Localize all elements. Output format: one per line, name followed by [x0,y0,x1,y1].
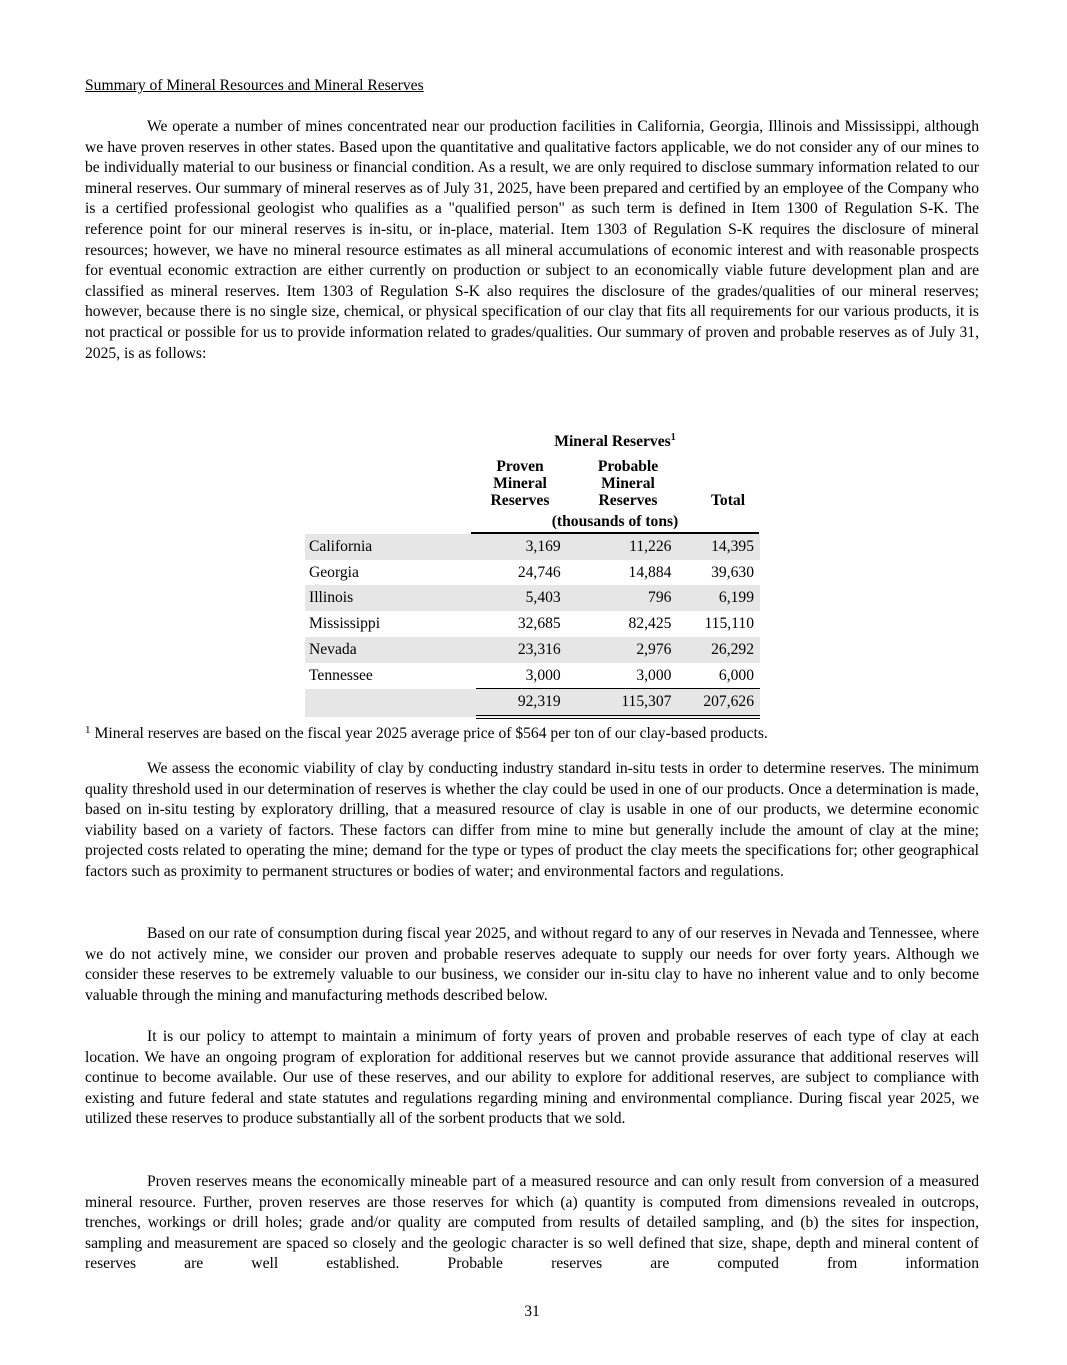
header-line: Mineral [601,475,655,492]
total-proven-cell: 92,319 [476,689,567,717]
state-cell: Mississippi [309,615,381,633]
paragraph-text: We operate a number of mines concentrated near our production facilities in California, Georgia, Illinois and Mississippi, although we have proven reserves in other states. Based upon the quantitative and qualitative factors applicable, we do not consider any of our mines to be individually material to our business or financial condition. As a result, we are only required to disclose summary information related to our mineral reserves. Our summary of mineral reserves as of July 31, 2025, have been prepared and certified by an employee of the Company who is a certified professional geologist who qualifies as a "qualified person" as such term is defined in Item 1300 of Regulation S-K. The reference point for our mineral reserves is in-situ, or in-place, material. Item 1303 of Regulation S-K requires the disclosure of mineral resources; however, we have no mineral resource estimates as all mineral accumulations of economic interest and with reasonable prospects for eventual economic extraction are either currently on production or subject to an economically viable future development plan and are classified as mineral reserves. Item 1303 of Regulation S-K also requires the disclosure of the grades/qualities of our mineral reserves; however, because there is no single size, chemical, or physical specification of our clay that fits all requirements for our various products, it is not practical or possible for us to provide information related to grades/qualities. Our summary of proven and probable reserves as of July 31, 2025, is as follows: [85,118,979,362]
footnote-text: Mineral reserves are based on the fiscal year 2025 average price of $564 per ton of our clay-based products. [94,725,768,742]
proven-cell: 5,403 [476,585,567,611]
total-cell: 6,000 [718,666,754,684]
paragraph-text: Based on our rate of consumption during fiscal year 2025, and without regard to any of our reserves in Nevada and Tennessee, where we do not actively mine, we consider our proven and probable reserves adequate to supply our needs for over forty years. Although we consider these reserves to be extremely valuable to our business, we consider our in-situ clay to have no inherent value and to only become valuable through the mining and manufacturing methods described below. [85,925,979,1004]
paragraph-proven-definition [85,1172,979,1275]
probable-cell: 796 [567,585,678,611]
header-line: Reserves [490,492,550,509]
total-cell: 39,630 [711,563,754,581]
header-line: Mineral [493,475,547,492]
paragraph-text: It is our policy to attempt to maintain a minimum of forty years of proven and probable reserves of each type of clay at each location. We have an ongoing program of exploration for additional reserves but we cannot provide assurance that additional reserves will continue to become available. Our use of these reserves, and our ability to explore for additional reserves, are subject to compliance with existing and future federal and state statutes and regulations regarding mining and environmental compliance. During fiscal year 2025, we utilized these reserves to produce substantially all of the sorbent products that we sold. [85,1028,979,1128]
paragraph-economic-viability [85,759,979,883]
probable-cell: 11,226 [567,534,678,560]
units-label: (thousands of tons) [551,513,679,530]
totals-label-cell [305,689,476,717]
table-row [305,611,760,637]
total-cell: 26,292 [677,637,760,663]
total-total-cell: 207,626 [677,689,760,717]
probable-cell: 82,425 [628,615,672,633]
total-probable-cell: 115,307 [567,689,678,717]
column-header-probable [583,458,673,509]
paragraph-text: We assess the economic viability of clay by conducting industry standard in-situ tests in order to determine reserves. The minimum quality threshold used in our determination of reserves is whether the clay could be used in one of our products. Once a determination is made, based on in-situ testing by exploratory drilling, that a measured resource of clay is usable in one of our products, we determine economic viability based on a variety of factors. These factors can differ from mine to mine but generally include the amount of clay at the mine; projected costs related to operating the mine; demand for the type or types of product the clay meets the specifications for; other geographical factors such as proximity to permanent structures or bodies of water; and environmental factors and regulations. [85,760,979,880]
column-header-proven [475,458,565,509]
paragraph-text: Proven reserves means the economically mineable part of a measured resource and can only result from conversion of a measured mineral resource. Further, proven reserves are those reserves for which (a) quantity is computed from dimensions revealed in outcrops, trenches, workings or drill holes; grade and/or quality are computed from results of detailed sampling, and (b) the sites for inspection, sampling and measurement are spaced so closely and the geologic character is so well defined that size, shape, depth and mineral content of reserves are well established. Probable reserves are computed from information [85,1173,979,1273]
table-row [305,534,760,560]
paragraph-mines-overview [85,117,979,364]
proven-cell: 23,316 [476,637,567,663]
footnote-mark: 1 [670,432,676,443]
proven-cell: 24,746 [517,563,561,581]
state-cell: Nevada [305,637,476,663]
proven-cell: 3,169 [476,534,567,560]
header-line: Probable [597,458,659,475]
footnote-mark: 1 [85,724,91,736]
header-line: Reserves [598,492,658,509]
total-cell: 115,110 [704,615,754,633]
table-group-header [470,428,760,452]
section-heading: Summary of Mineral Resources and Mineral Reserves [85,77,424,94]
paragraph-policy [85,1027,979,1130]
column-header-total [693,492,763,509]
probable-cell: 3,000 [636,666,672,684]
state-cell: Illinois [305,585,476,611]
total-cell: 6,199 [677,585,760,611]
totals-row [305,689,760,717]
proven-cell: 32,685 [517,615,561,633]
header-line: Proven [496,458,544,475]
table-row [305,663,760,689]
probable-cell: 2,976 [567,637,678,663]
state-cell: Tennessee [309,666,373,684]
proven-cell: 3,000 [525,666,561,684]
paragraph-consumption [85,924,979,1006]
table-row [305,560,760,586]
table-footnote [85,720,768,744]
group-header-label: Mineral Reserves [554,433,671,451]
state-cell: Georgia [309,563,359,581]
table-row [305,637,760,663]
table-row [305,585,760,611]
reserves-table-body [305,534,760,719]
header-line: Total [710,492,746,509]
probable-cell: 14,884 [628,563,672,581]
total-cell: 14,395 [677,534,760,560]
page-number: 31 [524,1303,540,1320]
state-cell: California [305,534,476,560]
